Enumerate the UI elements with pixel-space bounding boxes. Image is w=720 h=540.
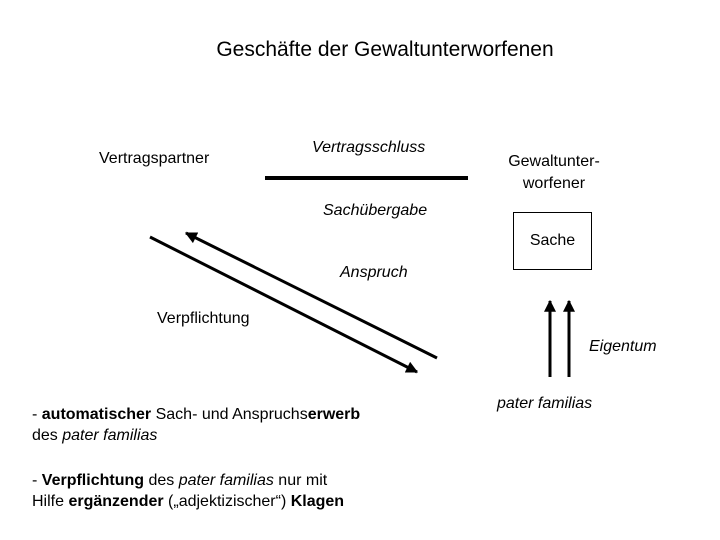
note-2-line-1 [32,470,344,491]
note-obligation [32,470,344,512]
note-2-text-4: („adjektizischer“) [163,493,291,510]
note-1-dash: - [32,406,42,423]
anspruch-label: Anspruch [340,264,408,281]
vertragspartner-label: Vertragspartner [99,150,210,167]
sachuebergabe-arrow [186,233,437,358]
gewaltunterworfener-line2: worfener [522,175,586,192]
note-1-bold-erwerb: erwerb [307,406,361,423]
vertragsschluss-label: Vertragsschluss [312,139,426,156]
note-1-line-1 [32,404,360,425]
note-1-line-2 [32,425,360,446]
note-2-line-2 [32,491,344,512]
note-1-text-2: des [32,427,63,444]
note-2-text-2: nur mit [273,472,328,489]
note-1-text-1: Sach- und Anspruchs [151,406,308,423]
pater-familias-label: pater familias [497,395,593,412]
sachuebergabe-label: Sachübergabe [323,202,428,219]
verpflichtung-arrow [150,237,417,372]
note-2-text-1: des [144,472,179,489]
note-2-bold-verpflichtung: Verpflichtung [41,472,145,489]
gewaltunterworfener-line1: Gewaltunter- [508,153,600,170]
note-2-bold-klagen: Klagen [290,493,345,510]
note-2-bold-ergaenzender: ergänzender [68,493,164,510]
note-1-bold-automatischer: automatischer [41,406,152,423]
eigentum-label: Eigentum [589,338,657,355]
page-title: Geschäfte der Gewaltunterworfenen [216,38,554,61]
note-2-italic-pater-familias: pater familias [178,472,274,489]
note-1-italic-pater-familias: pater familias [62,427,158,444]
verpflichtung-label: Verpflichtung [157,310,250,327]
note-2-text-3: Hilfe [32,493,69,510]
note-2-dash: - [32,472,42,489]
sache-label: Sache [529,232,576,249]
note-automatic-acquisition [32,404,360,446]
